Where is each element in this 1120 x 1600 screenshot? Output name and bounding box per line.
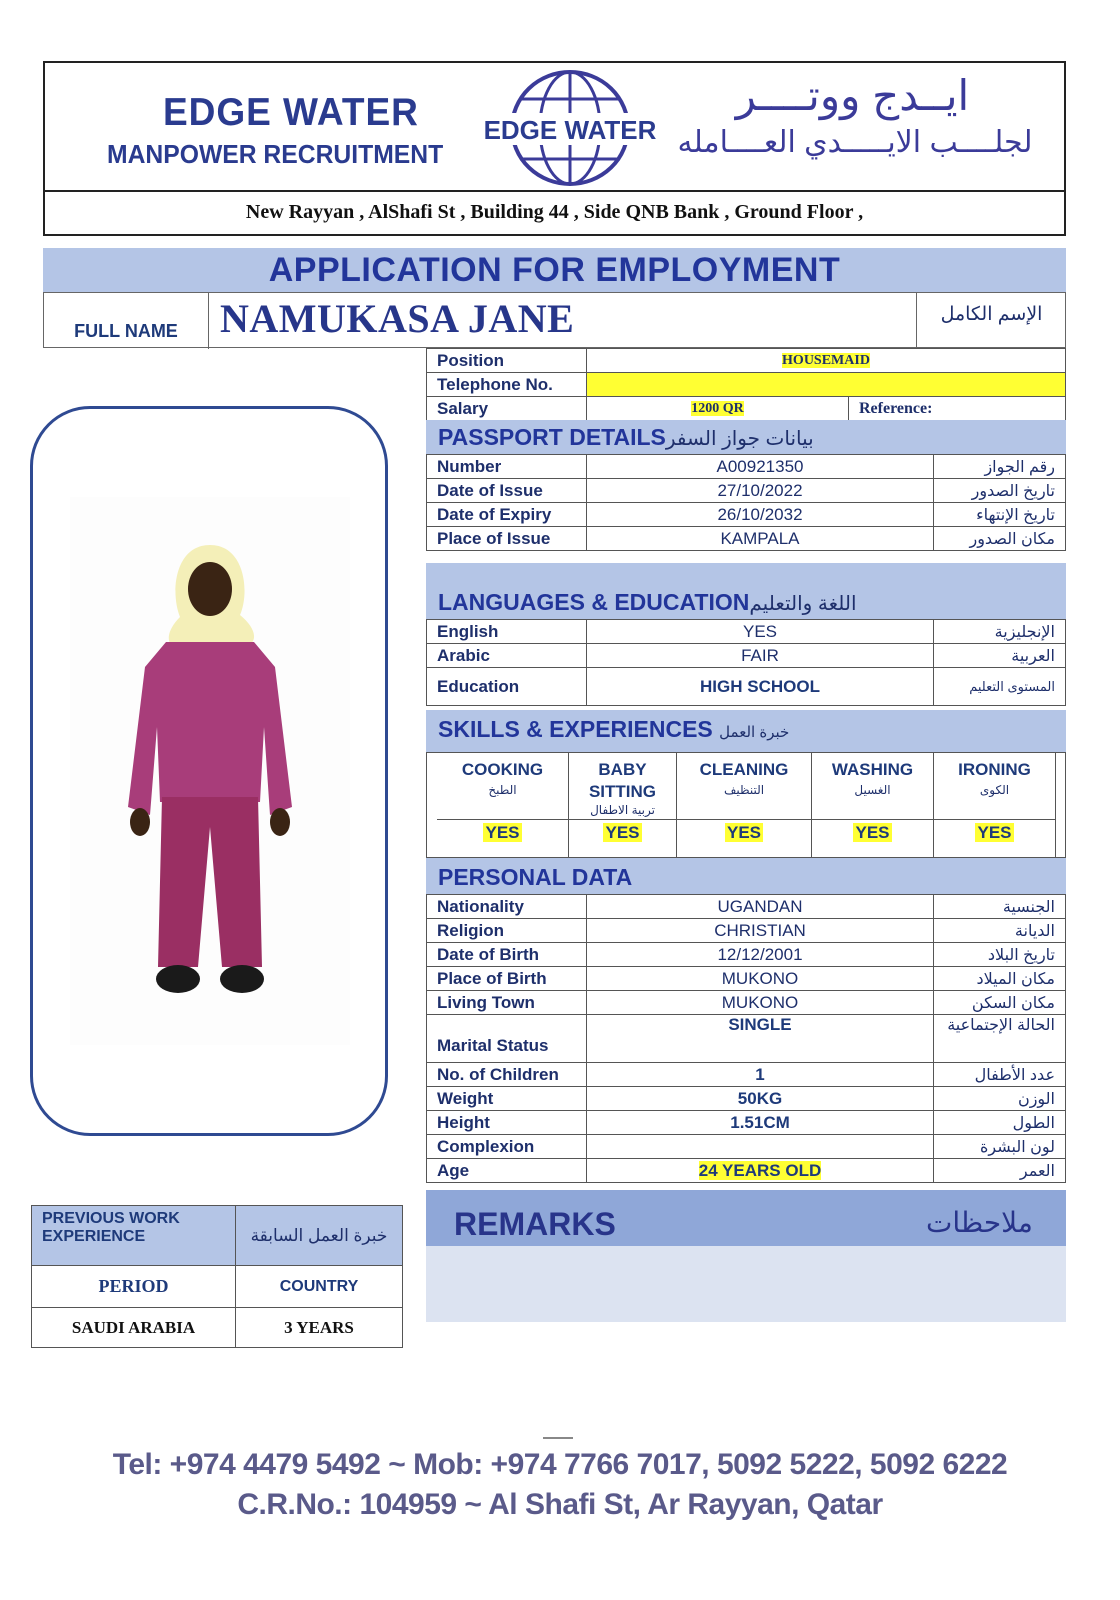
company-subtitle-ar: لجلــــب الايـــــدي العــــامله (677, 126, 1033, 159)
company-name-ar: ايــدج ووتــــر (735, 72, 970, 119)
table-row (427, 527, 1066, 551)
previous-work-table (31, 1205, 403, 1348)
full-name-label: FULL NAME (44, 293, 209, 349)
row-value: HIGH SCHOOL (587, 668, 934, 706)
row-label-ar: تاريخ البلاد (934, 943, 1066, 967)
row-value: 27/10/2022 (587, 479, 934, 503)
row-label-ar: الجنسية (934, 895, 1066, 919)
skill-name: IRONING (958, 760, 1031, 779)
company-subtitle-en: MANPOWER RECRUITMENT (107, 139, 444, 169)
table-row (427, 967, 1066, 991)
table-row (427, 397, 1066, 421)
work-country: SAUDI ARABIA (32, 1308, 236, 1348)
skill-cell (437, 753, 569, 857)
table-row (427, 455, 1066, 479)
table-row (32, 1308, 403, 1348)
skill-value: YES (605, 823, 640, 842)
row-label-ar: العربية (934, 644, 1066, 668)
passport-heading-ar: بيانات جواز السفر (665, 428, 814, 450)
previous-work-heading-ar: خبرة العمل السابقة (236, 1206, 403, 1266)
row-label-ar: تاريخ الصدور (934, 479, 1066, 503)
row-label-ar: الطول (934, 1111, 1066, 1135)
skill-name: WASHING (831, 760, 914, 779)
languages-heading (426, 563, 1066, 619)
row-value: KAMPALA (587, 527, 934, 551)
row-label: Marital Status (427, 1015, 587, 1063)
salary-label: Salary (427, 397, 587, 421)
skill-value: YES (977, 823, 1012, 842)
skill-value: YES (485, 823, 520, 842)
full-name-label-ar: الإسم الكامل (916, 293, 1066, 349)
row-label: Height (427, 1111, 587, 1135)
table-row (427, 373, 1066, 397)
row-label: No. of Children (427, 1063, 587, 1087)
work-duration: 3 YEARS (236, 1308, 403, 1348)
logo-text: EDGE WATER (483, 115, 657, 145)
table-row (427, 1135, 1066, 1159)
skills-grid (426, 752, 1066, 858)
row-label-ar: مكان الميلاد (934, 967, 1066, 991)
row-value: CHRISTIAN (587, 919, 934, 943)
job-table (426, 348, 1066, 421)
table-row (427, 919, 1066, 943)
footer-divider (543, 1437, 573, 1439)
row-label: Date of Expiry (427, 503, 587, 527)
languages-table (426, 619, 1066, 706)
telephone-label: Telephone No. (427, 373, 587, 397)
row-value: MUKONO (587, 991, 934, 1015)
remarks-header (426, 1190, 1066, 1246)
form-title: APPLICATION FOR EMPLOYMENT (43, 248, 1066, 292)
reference-label: Reference: (849, 397, 1066, 421)
skill-name-ar: الطبخ (488, 783, 517, 797)
skill-name-ar: الكوى (979, 783, 1010, 797)
row-label: Education (427, 668, 587, 706)
row-label: Religion (427, 919, 587, 943)
row-value: 1.51CM (587, 1111, 934, 1135)
row-label-ar: المستوى التعليم (934, 668, 1066, 706)
row-label-ar: عدد الأطفال (934, 1063, 1066, 1087)
row-label-ar: الديانة (934, 919, 1066, 943)
previous-work-heading: PREVIOUS WORK EXPERIENCE (32, 1206, 236, 1266)
company-header (43, 61, 1066, 191)
row-value: SINGLE (587, 1015, 934, 1063)
globe-logo-icon (480, 67, 660, 189)
table-row (427, 479, 1066, 503)
row-value: 1 (587, 1063, 934, 1087)
table-row (427, 349, 1066, 373)
row-label-ar: مكان السكن (934, 991, 1066, 1015)
skill-cell (677, 753, 812, 857)
row-label: Arabic (427, 644, 587, 668)
passport-table (426, 454, 1066, 551)
skills-heading-ar: خبرة العمل (719, 724, 790, 741)
row-label: Place of Birth (427, 967, 587, 991)
table-row (427, 1159, 1066, 1183)
remarks-title-ar: ملاحظات (926, 1207, 1033, 1238)
row-label: English (427, 620, 587, 644)
skill-name: CLEANING (699, 760, 789, 779)
row-value: YES (587, 620, 934, 644)
position-value: HOUSEMAID (782, 352, 870, 368)
footer-registration: C.R.No.: 104959 ~ Al Shafi St, Ar Rayyan, Qatar (237, 1488, 883, 1521)
row-label: Age (427, 1159, 587, 1183)
table-row (427, 668, 1066, 706)
footer-contact: Tel: +974 4479 5492 ~ Mob: +974 7766 7017, 5092 5222, 5092 6222 (112, 1448, 1008, 1481)
personal-table (426, 894, 1066, 1183)
skill-name-ar: الغسيل (854, 783, 891, 797)
row-label-ar: تاريخ الإنتهاء (934, 503, 1066, 527)
company-name-en: EDGE WATER (163, 91, 419, 134)
languages-heading-ar: اللغة والتعليم (749, 593, 857, 615)
table-row (427, 943, 1066, 967)
row-label: Place of Issue (427, 527, 587, 551)
skill-cell (934, 753, 1056, 857)
row-label-ar: مكان الصدور (934, 527, 1066, 551)
table-row (427, 991, 1066, 1015)
row-value (587, 1135, 934, 1159)
row-label: Date of Issue (427, 479, 587, 503)
country-header: COUNTRY (236, 1266, 403, 1308)
table-row (427, 1087, 1066, 1111)
table-row (427, 1063, 1066, 1087)
row-label: Date of Birth (427, 943, 587, 967)
skills-heading (426, 710, 1066, 752)
row-label-ar: الوزن (934, 1087, 1066, 1111)
row-label-ar: العمر (934, 1159, 1066, 1183)
skill-value: YES (855, 823, 890, 842)
applicant-photo (70, 497, 350, 1045)
full-name-row (43, 292, 1066, 348)
row-label: Nationality (427, 895, 587, 919)
row-label: Complexion (427, 1135, 587, 1159)
passport-heading-en: PASSPORT DETAILS (438, 424, 666, 450)
table-row (427, 1015, 1066, 1063)
row-value: 26/10/2032 (587, 503, 934, 527)
skill-cell (812, 753, 934, 857)
row-value: FAIR (587, 644, 934, 668)
row-value: A00921350 (587, 455, 934, 479)
skill-name: COOKING (461, 760, 544, 779)
table-row (32, 1206, 403, 1266)
row-value: 12/12/2001 (587, 943, 934, 967)
person-figure-icon (70, 497, 350, 1045)
skill-cell (569, 753, 677, 857)
row-label: Living Town (427, 991, 587, 1015)
position-label: Position (427, 349, 587, 373)
row-value: 50KG (587, 1087, 934, 1111)
row-label-ar: الحالة الإجتماعية (934, 1015, 1066, 1063)
table-row (427, 1111, 1066, 1135)
passport-heading (426, 420, 1066, 454)
telephone-value (587, 373, 1066, 397)
period-header: PERIOD (32, 1266, 236, 1308)
table-row (427, 503, 1066, 527)
skill-name: BABY SITTING (588, 760, 657, 801)
personal-heading: PERSONAL DATA (426, 858, 1066, 894)
salary-value: 1200 QR (691, 400, 744, 416)
row-value: MUKONO (587, 967, 934, 991)
row-value: UGANDAN (587, 895, 934, 919)
row-value: 24 YEARS OLD (698, 1160, 822, 1180)
row-label-ar: رقم الجواز (934, 455, 1066, 479)
skill-name-ar: التنظيف (723, 783, 765, 797)
skill-name-ar: تربية الاطفال (590, 803, 655, 817)
row-label-ar: الإنجليزية (934, 620, 1066, 644)
remarks-title: REMARKS (454, 1206, 616, 1242)
languages-heading-en: LANGUAGES & EDUCATION (438, 589, 750, 615)
table-row (427, 644, 1066, 668)
row-label: Weight (427, 1087, 587, 1111)
company-address: New Rayyan , AlShafi St , Building 44 , Side QNB Bank , Ground Floor , (43, 190, 1066, 236)
full-name-value: NAMUKASA JANE (220, 296, 575, 341)
remarks-body (426, 1246, 1066, 1322)
table-row (427, 620, 1066, 644)
row-label: Number (427, 455, 587, 479)
row-label-ar: لون البشرة (934, 1135, 1066, 1159)
table-row (32, 1266, 403, 1308)
skills-heading-en: SKILLS & EXPERIENCES (438, 716, 713, 742)
table-row (427, 895, 1066, 919)
skill-value: YES (726, 823, 762, 842)
